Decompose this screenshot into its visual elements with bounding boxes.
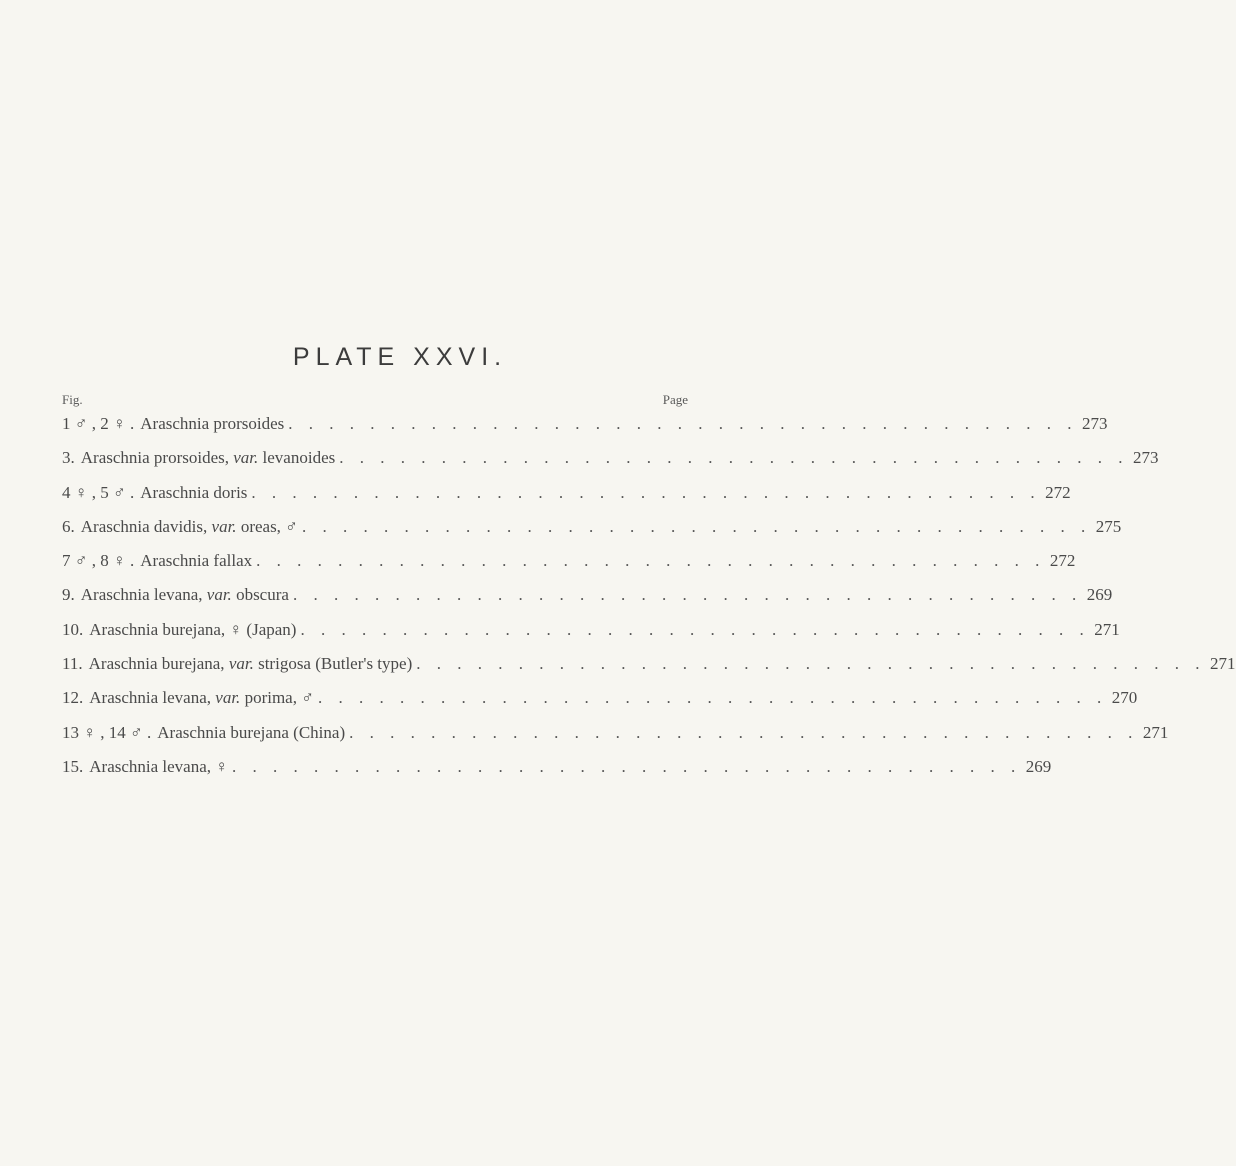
species-name: Araschnia burejana (China) [157, 722, 346, 742]
page-number: 273 [1132, 448, 1159, 468]
page-column-heading: Page [662, 392, 688, 407]
legend-entry [62, 516, 1122, 551]
page-number: 271 [1094, 619, 1120, 639]
page-number: 269 [1025, 756, 1052, 776]
figure-number: 3. [62, 448, 75, 468]
species-name: Araschnia burejana, ♀ (Japan) [89, 619, 297, 639]
legend-entry [62, 585, 1113, 619]
page-number: 269 [1086, 585, 1113, 605]
fig-column-heading: Fig. [62, 392, 83, 407]
page-number: 272 [1049, 551, 1076, 571]
dot-leader: . . . . . . . . . . . . . . . . . . . . . . . . . . . . . . . . . . . . . . . [292, 585, 1083, 605]
plate-title: PLATE XXVI. [292, 343, 508, 371]
figure-number: 6. [62, 516, 75, 536]
dot-leader: . . . . . . . . . . . . . . . . . . . . . . . . . . . . . . . . . . . . . . . [232, 756, 1022, 776]
dot-leader: . . . . . . . . . . . . . . . . . . . . . . . . . . . . . . . . . . . . . . . [301, 516, 1092, 536]
legend-entry [62, 448, 1159, 482]
figure-number: 10. [62, 619, 84, 639]
dot-leader: . . . . . . . . . . . . . . . . . . . . . . . . . . . . . . . . . . . . . . . [339, 448, 1129, 468]
figure-number: 9. [62, 585, 75, 605]
page-number: 271 [1142, 722, 1169, 742]
species-name: Araschnia prorsoides, var. levanoides [80, 448, 336, 468]
dot-leader: . . . . . . . . . . . . . . . . . . . . . . . . . . . . . . . . . . . . . . . [349, 722, 1139, 742]
figure-number: 15. [62, 756, 84, 776]
legend-entry [62, 688, 1138, 722]
legend-entry [62, 619, 1120, 654]
dot-leader: . . . . . . . . . . . . . . . . . . . . . . . . . . . . . . . . . . . . . . . [300, 619, 1090, 639]
dot-leader: . . . . . . . . . . . . . . . . . . . . . . . . . . . . . . . . . . . . . . . [256, 551, 1046, 571]
legend-entry [62, 722, 1169, 757]
dot-leader: . . . . . . . . . . . . . . . . . . . . . . . . . . . . . . . . . . . . . . . [317, 688, 1108, 708]
species-name: Araschnia levana, var. obscura [80, 585, 289, 605]
legend-entry [62, 654, 1236, 688]
page-number: 272 [1045, 482, 1071, 502]
species-name: Araschnia doris [140, 482, 248, 502]
species-name: Araschnia fallax [140, 551, 253, 571]
dot-leader: . . . . . . . . . . . . . . . . . . . . . . . . . . . . . . . . . . . . . . . [416, 654, 1206, 674]
page-number: 270 [1111, 688, 1138, 708]
figure-number: 4 ♀ , 5 ♂ . [62, 482, 135, 502]
species-name: Araschnia levana, var. porima, ♂ [89, 688, 314, 708]
species-name: Araschnia davidis, var. oreas, ♂ [80, 516, 298, 536]
figure-number: 11. [62, 654, 83, 674]
legend-entry [62, 414, 1108, 448]
species-name: Araschnia levana, ♀ [89, 756, 229, 776]
species-name: Araschnia prorsoides [140, 414, 285, 433]
figure-number: 12. [62, 688, 84, 708]
figure-number: 1 ♂ , 2 ♀ . [62, 414, 135, 433]
dot-leader: . . . . . . . . . . . . . . . . . . . . . . . . . . . . . . . . . . . . . . . [288, 414, 1078, 433]
dot-leader: . . . . . . . . . . . . . . . . . . . . . . . . . . . . . . . . . . . . . . . [251, 482, 1041, 502]
legend-entry [62, 756, 1052, 791]
legend-entry [62, 551, 1076, 585]
page-number: 273 [1082, 414, 1108, 433]
figure-number: 13 ♀ , 14 ♂ . [62, 722, 152, 742]
legend-entry [62, 482, 1071, 517]
page-number: 271 [1210, 654, 1236, 674]
species-name: Araschnia burejana, var. strigosa (Butler's type) [88, 654, 413, 674]
plate-legend-list [62, 414, 1236, 791]
page-number: 275 [1095, 516, 1122, 536]
figure-number: 7 ♂ , 8 ♀ . [62, 551, 135, 571]
